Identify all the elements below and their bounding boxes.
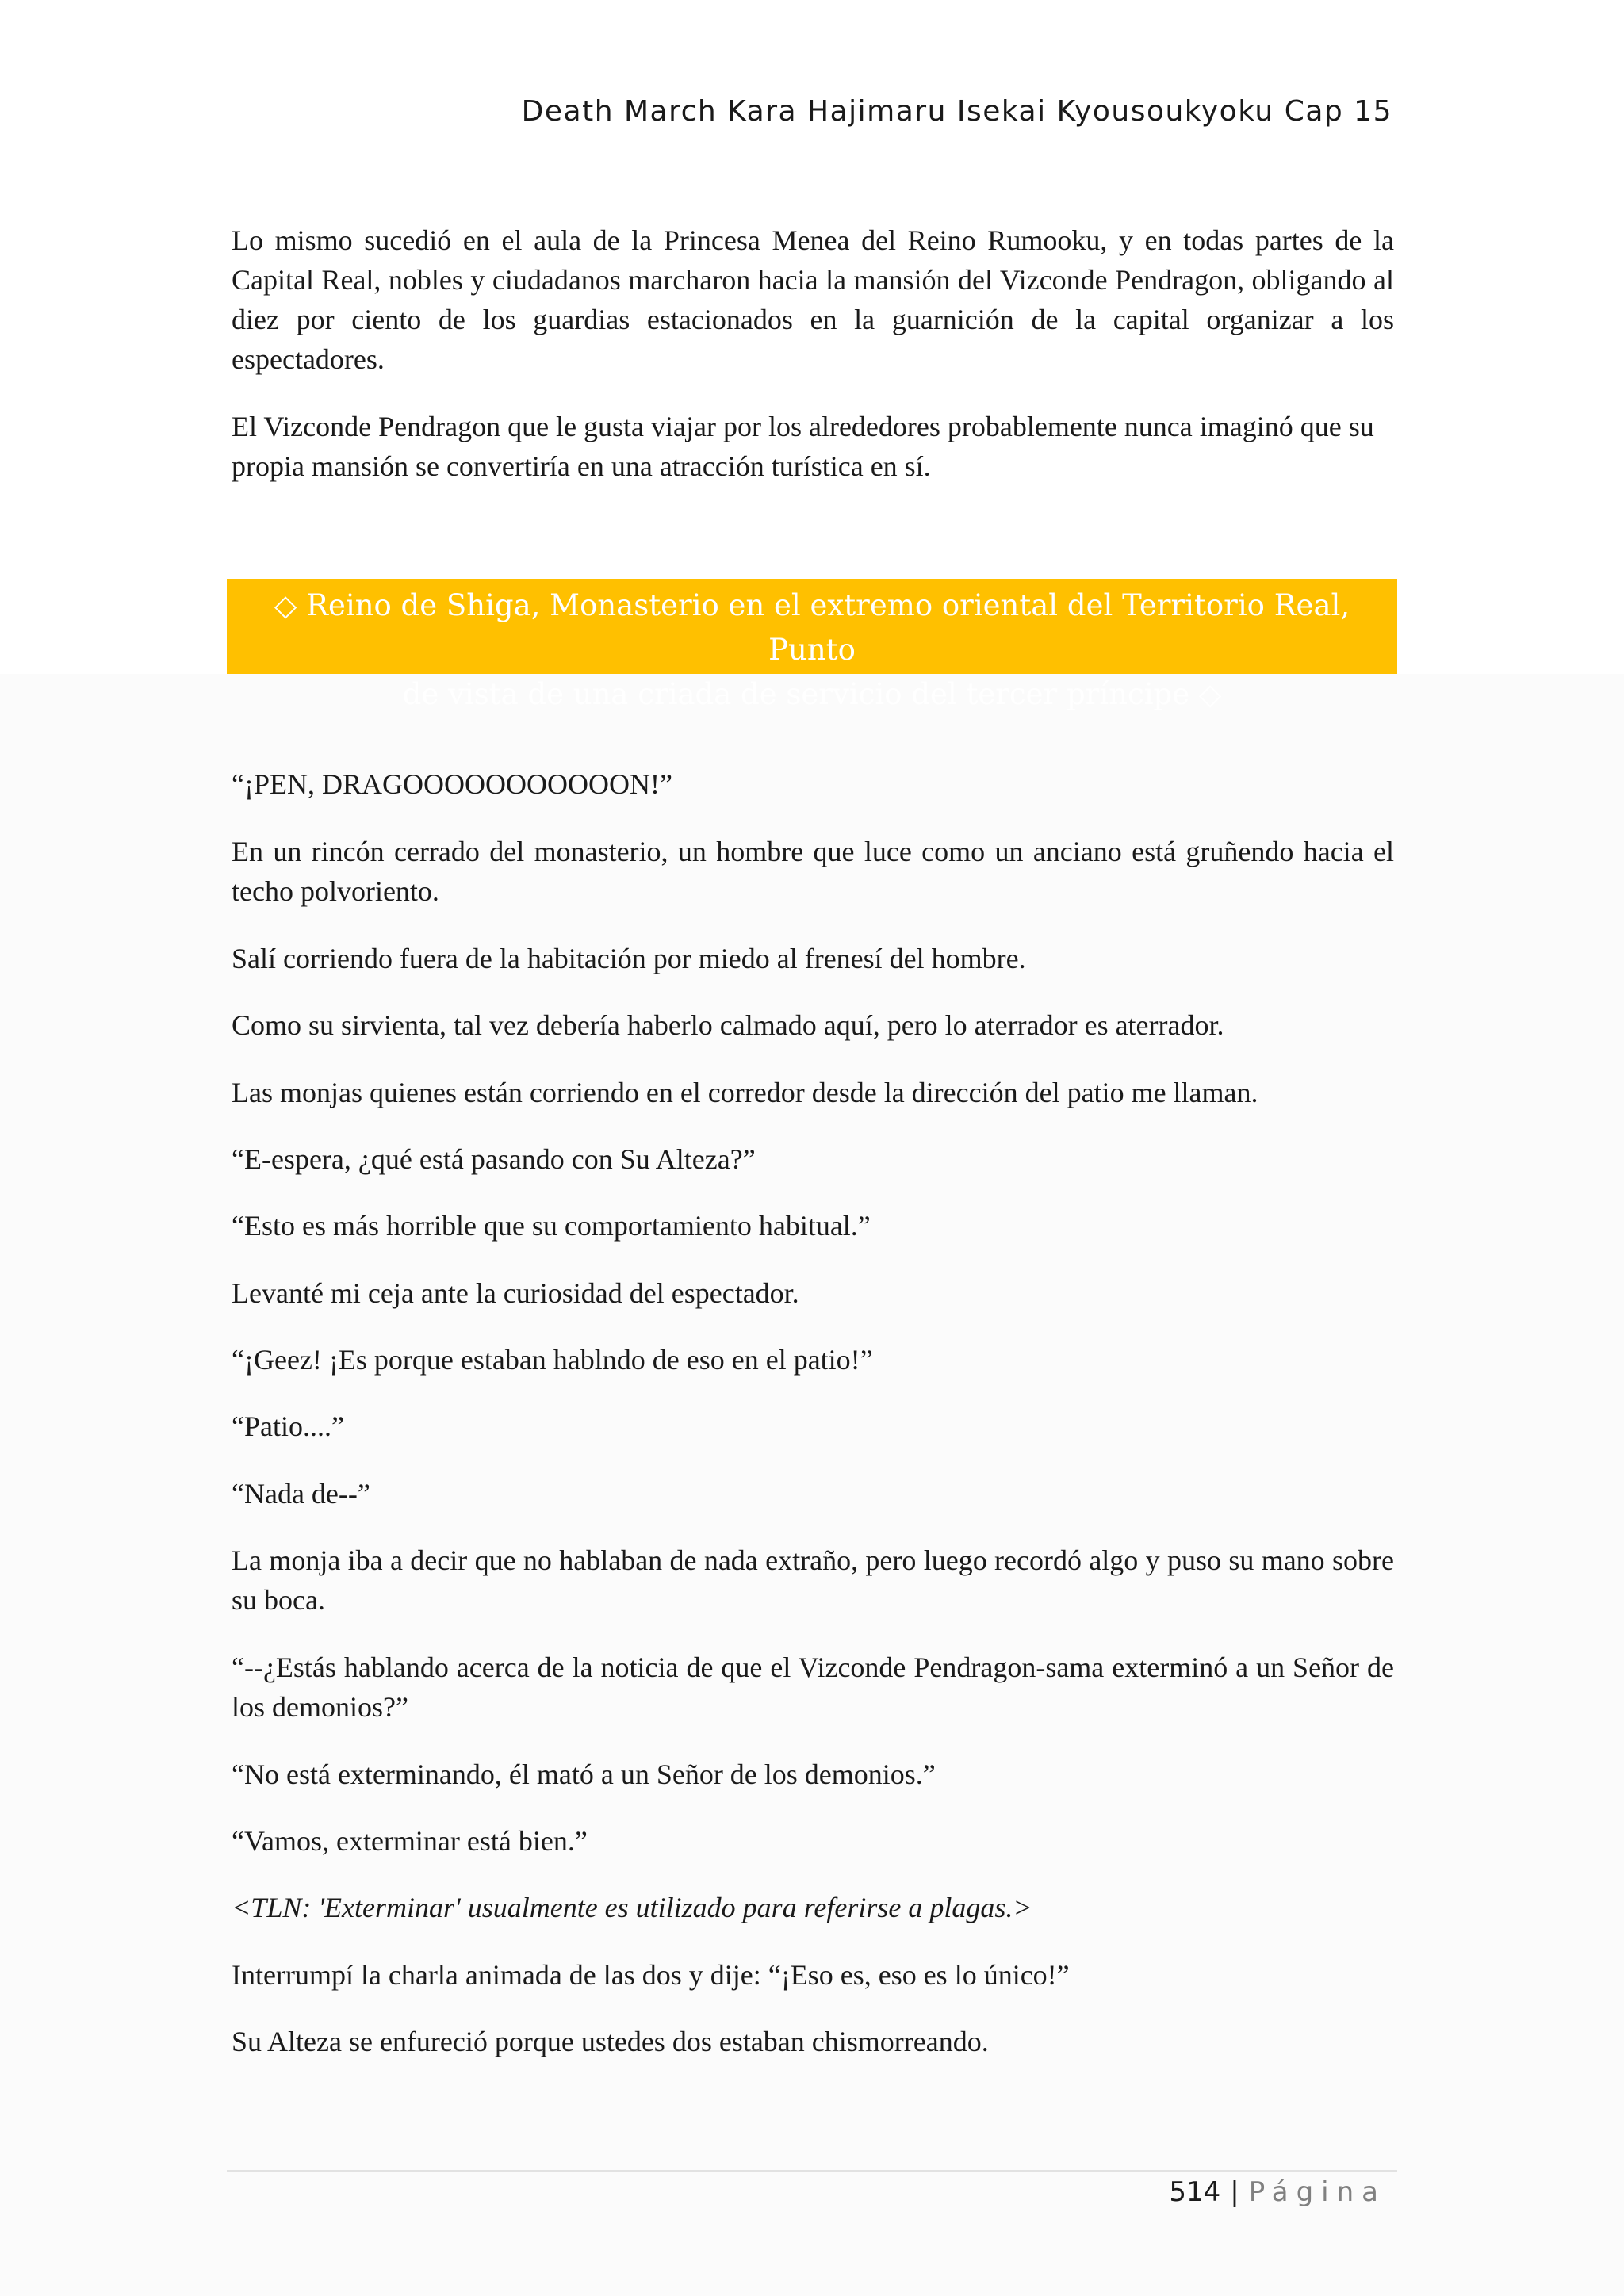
page-footer [1169, 2176, 1386, 2208]
footer-separator: | [1230, 2176, 1239, 2208]
paragraph-capital: Lo mismo sucedió en el aula de la Princesa Menea del Reino Rumooku, y en todas partes de la Capital Real, nobles y ciudadanos marcharon hacia la mansión del Vizconde Pendragon, obligando al diez por ciento de los guardias estacionados en la guarnición de la capital organizar a los espectadores. [232, 224, 1394, 375]
dialogue-exterminate-fine: “Vamos, exterminar está bien.” [232, 1825, 588, 1857]
dialogue-horrible: “Esto es más horrible que su comportamiento habitual.” [232, 1210, 871, 1242]
dialogue-geez: “¡Geez! ¡Es porque estaban hablndo de eso en el patio!” [232, 1344, 873, 1376]
dialogue-nada-de: “Nada de--” [232, 1478, 370, 1510]
page-label: Página [1248, 2176, 1386, 2208]
translator-note: <TLN: 'Exterminar' usualmente es utilizado para referirse a plagas.> [232, 1892, 1032, 1923]
section-heading-line-1: ◇ Reino de Shiga, Monasterio en el extremo oriental del Territorio Real, Punto [274, 588, 1350, 667]
footer-divider [227, 2170, 1397, 2172]
dialogue-wait: “E-espera, ¿qué está pasando con Su Alteza?” [232, 1143, 756, 1175]
dialogue-pen-dragon: “¡PEN, DRAGOOOOOOOOOOON!” [232, 768, 672, 800]
paragraph-enraged: Su Alteza se enfureció porque ustedes dos estaban chismorreando. [232, 2026, 989, 2057]
paragraph-mansion: El Vizconde Pendragon que le gusta viajar por los alrededores probablemente nunca imaginó que su propia mansión se convertiría en una atracción turística en sí. [232, 411, 1374, 482]
section-heading-line-2: de vista de una criada de servicio del tercer príncipe ◇ [402, 677, 1222, 711]
dialogue-not-exterminating: “No está exterminando, él mató a un Señor de los demonios.” [232, 1758, 936, 1790]
dialogue-patio: “Patio....” [232, 1410, 344, 1442]
running-header: Death March Kara Hajimaru Isekai Kyousoukyoku Cap 15 [521, 95, 1392, 128]
page-number: 514 [1169, 2176, 1221, 2208]
dialogue-demon-lord-news: “--¿Estás hablando acerca de la noticia de que el Vizconde Pendragon-sama exterminó a un Señor de los demonios?” [232, 1651, 1394, 1723]
paragraph-nuns-call: Las monjas quienes están corriendo en el corredor desde la dirección del patio me llaman. [232, 1077, 1258, 1108]
paragraph-eyebrow: Levanté mi ceja ante la curiosidad del espectador. [232, 1277, 799, 1309]
section-heading-banner [227, 579, 1397, 711]
paragraph-servant: Como su sirvienta, tal vez debería haberlo calmado aquí, pero lo aterrador es aterrador. [232, 1009, 1224, 1041]
paragraph-ran-out: Salí corriendo fuera de la habitación por miedo al frenesí del hombre. [232, 943, 1026, 974]
paragraph-old-man: En un rincón cerrado del monasterio, un hombre que luce como un anciano está gruñendo hacia el techo polvoriento. [232, 836, 1394, 907]
paragraph-interrupted: Interrumpí la charla animada de las dos y dije: “¡Eso es, eso es lo único!” [232, 1959, 1070, 1991]
paragraph-nun-remembered: La monja iba a decir que no hablaban de nada extraño, pero luego recordó algo y puso su mano sobre su boca. [232, 1544, 1394, 1616]
